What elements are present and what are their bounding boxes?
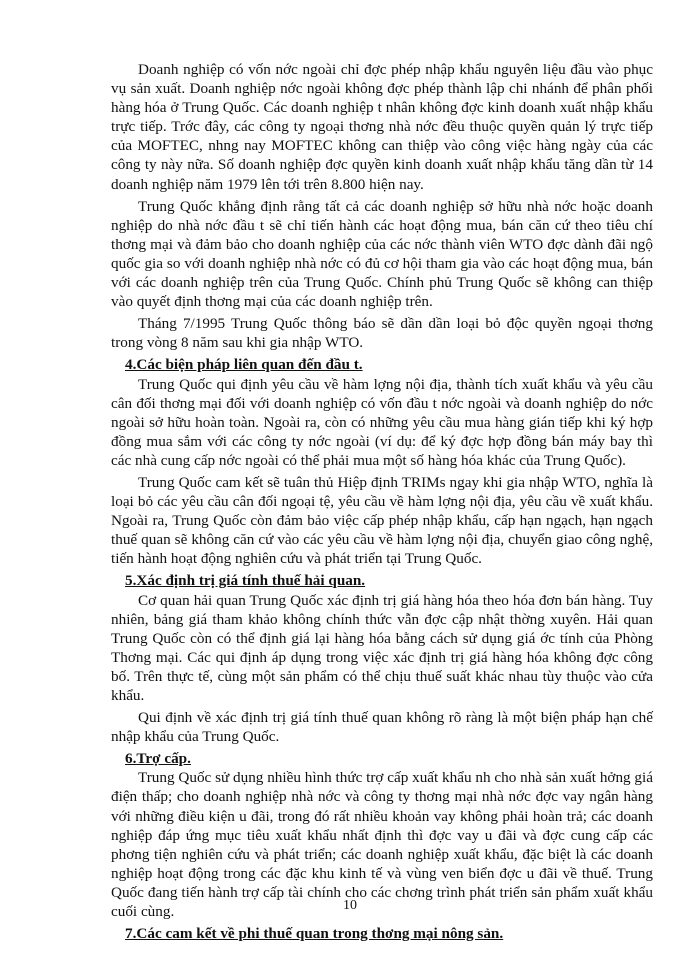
paragraph: Qui định về xác định trị giá tính thuế quan không rõ ràng là một biện pháp hạn chế nhập khẩu của Trung Quốc. [111, 709, 653, 746]
section-heading-6: 6.Trợ cấp. [125, 750, 191, 768]
paragraph: Cơ quan hải quan Trung Quốc xác định trị giá hàng hóa theo hóa đơn bán hàng. Tuy nhiên, bảng giá tham khảo không chính thức vẫn đợc cập nhật thờng xuyên. Hải quan Trung Quốc còn có thể định giá lại hàng hóa bằng cách sử dụng giá ớc tính của Phòng Thơng mại. Các qui định áp dụng trong việc xác định trị giá hàng hóa không đợc công bố. Trên thực tế, cùng một sản phẩm có thể chịu thuế suất khác nhau tùy thuộc vào cửa khẩu. [111, 591, 653, 704]
paragraph: Trung Quốc khẳng định rằng tất cả các doanh nghiệp sở hữu nhà nớc hoặc doanh nghiệp do nhà nớc đầu t sẽ chỉ tiến hành các hoạt động mua, bán căn cứ theo tiêu chí thơng mại và đảm bảo cho doanh nghiệp của các nớc thành viên WTO đợc dành đãi ngộ quốc gia so với doanh nghiệp nhà nớc có đủ cơ hội tham gia vào các hoạt động mua, bán với các doanh nghiệp trên của Trung Quốc. Chính phủ Trung Quốc sẽ không can thiệp vào quyết định thơng mại của các doanh nghiệp trên. [111, 197, 653, 311]
document-body [111, 60, 653, 943]
page-number: 10 [343, 898, 357, 913]
paragraph: Trung Quốc sử dụng nhiều hình thức trợ cấp xuất khẩu nh cho nhà sản xuất hởng giá điện thấp; cho doanh nghiệp nhà nớc và công ty thơng mại nhà nớc đợc vay ngân hàng với những điều kiện u đãi, trong đó rất nhiều khoản vay không phải hoàn trả; các doanh nghiệp đáp ứng mục tiêu xuất khẩu nhất định thì đợc vay u đãi và đợc cung cấp các phơng tiện nghiên cứu và phát triển; các doanh nghiệp xuất khẩu, đặc biệt là các doanh nghiệp hoạt động trong các đặc khu kinh tế và vùng ven biển đợc u đãi về thuế. Trung Quốc đang tiến hành trợ cấp tài chính cho các chơng trình phát triển sản phẩm xuất khẩu cuối cùng. [111, 769, 653, 921]
section-heading-4: 4.Các biện pháp liên quan đến đầu t. [125, 356, 363, 374]
paragraph: Doanh nghiệp có vốn nớc ngoài chỉ đợc phép nhập khẩu nguyên liệu đầu vào phục vụ sản xuất. Doanh nghiệp nớc ngoài không đợc phép thành lập chi nhánh để phân phối hàng hóa ở Trung Quốc. Các doanh nghiệp t nhân không đợc kinh doanh xuất nhập khẩu trực tiếp. Trớc đây, các công ty ngoại thơng nhà nớc đều thuộc quyền quản lý trực tiếp của MOFTEC, nhng nay MOFTEC không can thiệp vào công việc hàng ngày của các công ty này nữa. Số doanh nghiệp đợc quyền kinh doanh xuất nhập khẩu tăng dần từ 14 doanh nghiệp năm 1979 lên tới trên 8.800 hiện nay. [111, 61, 653, 193]
paragraph: Trung Quốc cam kết sẽ tuân thủ Hiệp định TRIMs ngay khi gia nhập WTO, nghĩa là loại bỏ các yêu cầu cân đối ngoại tệ, yêu cầu về hàm lợng nội địa, yêu cầu về xuất khẩu. Ngoài ra, Trung Quốc còn đảm bảo việc cấp phép nhập khẩu, cấp hạn ngạch, hạn ngạch thuế quan sẽ không căn cứ vào các yêu cầu về hàm lợng nội địa, chuyển giao công nghệ, tiến hành hoạt động nghiên cứu và phát triển tại Trung Quốc. [111, 473, 653, 568]
section-heading-5: 5.Xác định trị giá tính thuế hải quan. [125, 572, 366, 590]
paragraph: Trung Quốc qui định yêu cầu về hàm lợng nội địa, thành tích xuất khẩu và yêu cầu cân đối thơng mại đối với doanh nghiệp có vốn đầu t nớc ngoài và doanh nghiệp do nớc ngoài sở hữu hoàn toàn. Ngoài ra, còn có những yêu cầu mua hàng gián tiếp khi ký hợp đồng mua sắm với các công ty nớc ngoài (ví dụ: để ký đợc hợp đồng bán máy bay thì các nhà cung cấp nớc ngoài có thể phải mua một số hàng hóa khác của Trung Quốc). [111, 375, 653, 469]
paragraph: Tháng 7/1995 Trung Quốc thông báo sẽ dần dần loại bỏ độc quyền ngoại thơng trong vòng 8 năm sau khi gia nhập WTO. [111, 315, 653, 352]
section-heading-7: 7.Các cam kết về phi thuế quan trong thơng mại nông sản. [125, 925, 504, 943]
